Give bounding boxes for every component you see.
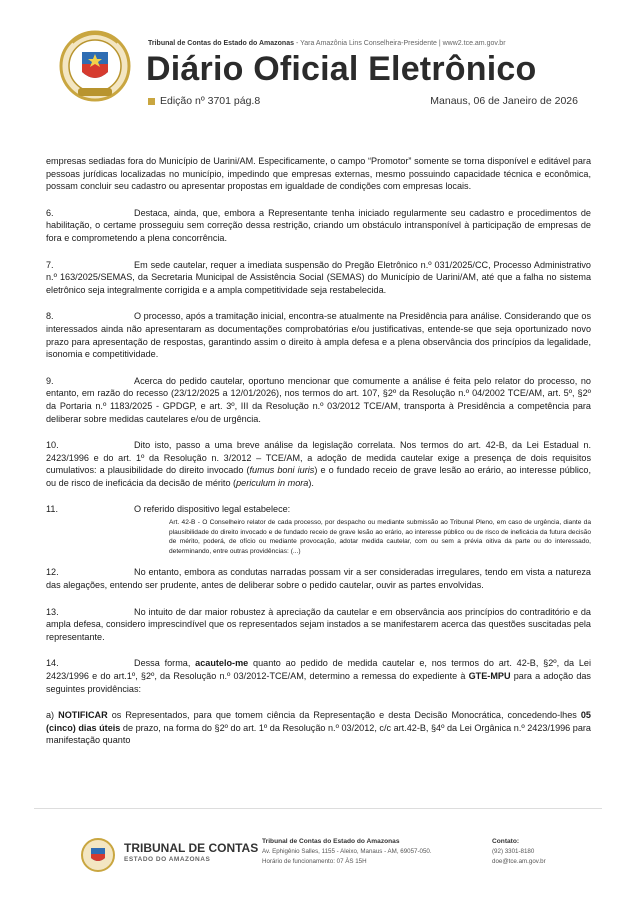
footer-contact-block: Contato: (92) 3301-8180 doe@tce.am.gov.br <box>492 838 546 865</box>
paragraph-11: 11. O referido dispositivo legal estabelece: <box>46 504 291 515</box>
publication-date: Manaus, 06 de Janeiro de 2026 <box>430 95 578 107</box>
page-footer <box>0 808 636 900</box>
document-body <box>46 155 591 761</box>
paragraph-6: 6. Destaca, ainda, que, embora a Representante tenha iniciado regularmente seu cadastro e procedimentos de habilitação, o certame prosseguiu sem correção dessa restrição, criando um obstáculo intransponível à participação de empresas de fora e comprometendo a plena concorrência. <box>46 207 591 243</box>
paragraph-9: 9. Acerca do pedido cautelar, oportuno mencionar que comumente a análise é feita pelo relator do processo, no entanto, em razão do recesso (23/12/2025 a 12/01/2026), nos termos do art. 107, §2º da Resolução n.º 04/2002 TCE/AM, art. 5º, §2º da Portaria n.º 1183/2025 - GPDGP, e art. 3º, III da Resolução n.º 03/2012 TCE/AM, transporta à Presidência a competência para deliberar sobre medidas cautelares e/ou de urgência. <box>46 375 591 424</box>
paragraph-12: 12. No entanto, embora as condutas narradas possam vir a ser consideradas irregulares, tendo em vista a natureza das alegações, entendo ser prudente, antes de deliberar sobre o pedido cautelar, ouvir as partes envolvidas. <box>46 567 591 591</box>
tce-am-seal-icon <box>52 22 138 106</box>
paragraph-7: 7. Em sede cautelar, requer a imediata suspensão do Pregão Eletrônico n.º 031/2025/CC, Processo Administrativo n.º 163/2025/SEMAS, da Secretaria Municipal de Assistência Social (SEMAS) do Município de Uarini/AM, até que a falha no sistema eletrônico seja integralmente corrigida e a ampla competitividade seja restabelecida. <box>46 259 591 295</box>
edition-label: Edição nº 3701 pág.8 <box>148 95 260 107</box>
legal-quote: Art. 42-B - O Conselheiro relator de cada processo, por despacho ou mediante submissão ao Tribunal Pleno, em caso de urgência, diante da plausibilidade do direito invocado e de fundado receio de grave lesão ao erário, ao interesse público ou de risco de ineficácia da futura decisão de mérito, poderá, de ofício ou mediante provocação, adotar medida cautelar, com ou sem a prévia oitiva da parte ou do interessado, determinando, entre outras providências: (...) <box>169 519 591 555</box>
masthead-title: Diário Oficial Eletrônico <box>146 50 537 88</box>
paragraph-continued: empresas sediadas fora do Município de Uarini/AM. Especificamente, o campo “Promotor” somente se torna disponível e editável para pessoas jurídicas localizadas no município, impedindo que empresas externas, mesmo possuindo capacidade técnica e econômica, possam concluir seu cadastro ou apresentar propostas em igualdade de condições com empresas locais. <box>46 156 591 192</box>
page-header <box>0 0 636 130</box>
edition-square-icon <box>148 98 155 105</box>
footer-org-sub: ESTADO DO AMAZONAS <box>124 856 211 863</box>
paragraph-13: 13. No intuito de dar maior robustez à apreciação da cautelar e em observância aos princípios do contraditório e da ampla defesa, considero imprescindível que os representados sejam instados a se manifestarem acerca das questões suscitadas pela representante. <box>46 606 591 642</box>
header-institution-line: Tribunal de Contas do Estado do Amazonas - Yara Amazônia Lins Conselheira-Presidente | www2.tce.am.gov.br <box>148 40 506 47</box>
footer-address-block: Tribunal de Contas do Estado do Amazonas Av. Ephigênio Salles, 1155 - Aleixo, Manaus - AM, 69057-050. Horário de funcionamento: 07 ÀS 15H <box>262 838 432 865</box>
paragraph-10: 10. Dito isto, passo a uma breve análise da legislação correlata. Nos termos do art. 42-B, da Lei Estadual n. 2423/1996 e do art. 1º da Resolução n. 3/2012 – TCE/AM, a adoção de medida cautelar exige a presença de dois requisitos cumulativos: a plausibilidade do direito invocado (fumus boni iuris) e o fundado receio de grave lesão ao erário, ao interesse público, ou de risco de ineficácia da decisão de mérito (periculum in mora). <box>46 440 591 488</box>
provision-a: a) NOTIFICAR os Representados, para que tomem ciência da Representação e desta Decisão Monocrática, concedendo-lhes 05 (cinco) dias úteis de prazo, na forma do §2º do art. 1º da Resolução n.º 03/2012, c/c art.42-B, §4º da Lei Orgânica n.º 2423/1996 para manifestação quanto <box>46 710 591 746</box>
paragraph-14: 14. Dessa forma, acautelo-me quanto ao pedido de medida cautelar e, nos termos do art. 42-B, §2º, da Lei 2423/1996 e do art.1º, §2º, da Resolução n.º 03/2012-TCE/AM, determino a remessa do expediente à GTE-MPU para a adoção das seguintes providências: <box>46 658 591 694</box>
footer-seal-icon <box>78 834 118 874</box>
paragraph-8: 8. O processo, após a tramitação inicial, encontra-se atualmente na Presidência para análise. Considerando que os interessados ainda não apresentaram as documentações comprobatórias e/ou justificativas, entende-se que seja oportunizado novo prazo para apresentação de respostas, garantindo assim o direito à ampla defesa e a plena observância dos princípios da legalidade, isonomia e competitividade. <box>46 311 591 360</box>
footer-divider <box>34 808 602 809</box>
footer-org-name: TRIBUNAL DE CONTAS <box>124 841 259 855</box>
